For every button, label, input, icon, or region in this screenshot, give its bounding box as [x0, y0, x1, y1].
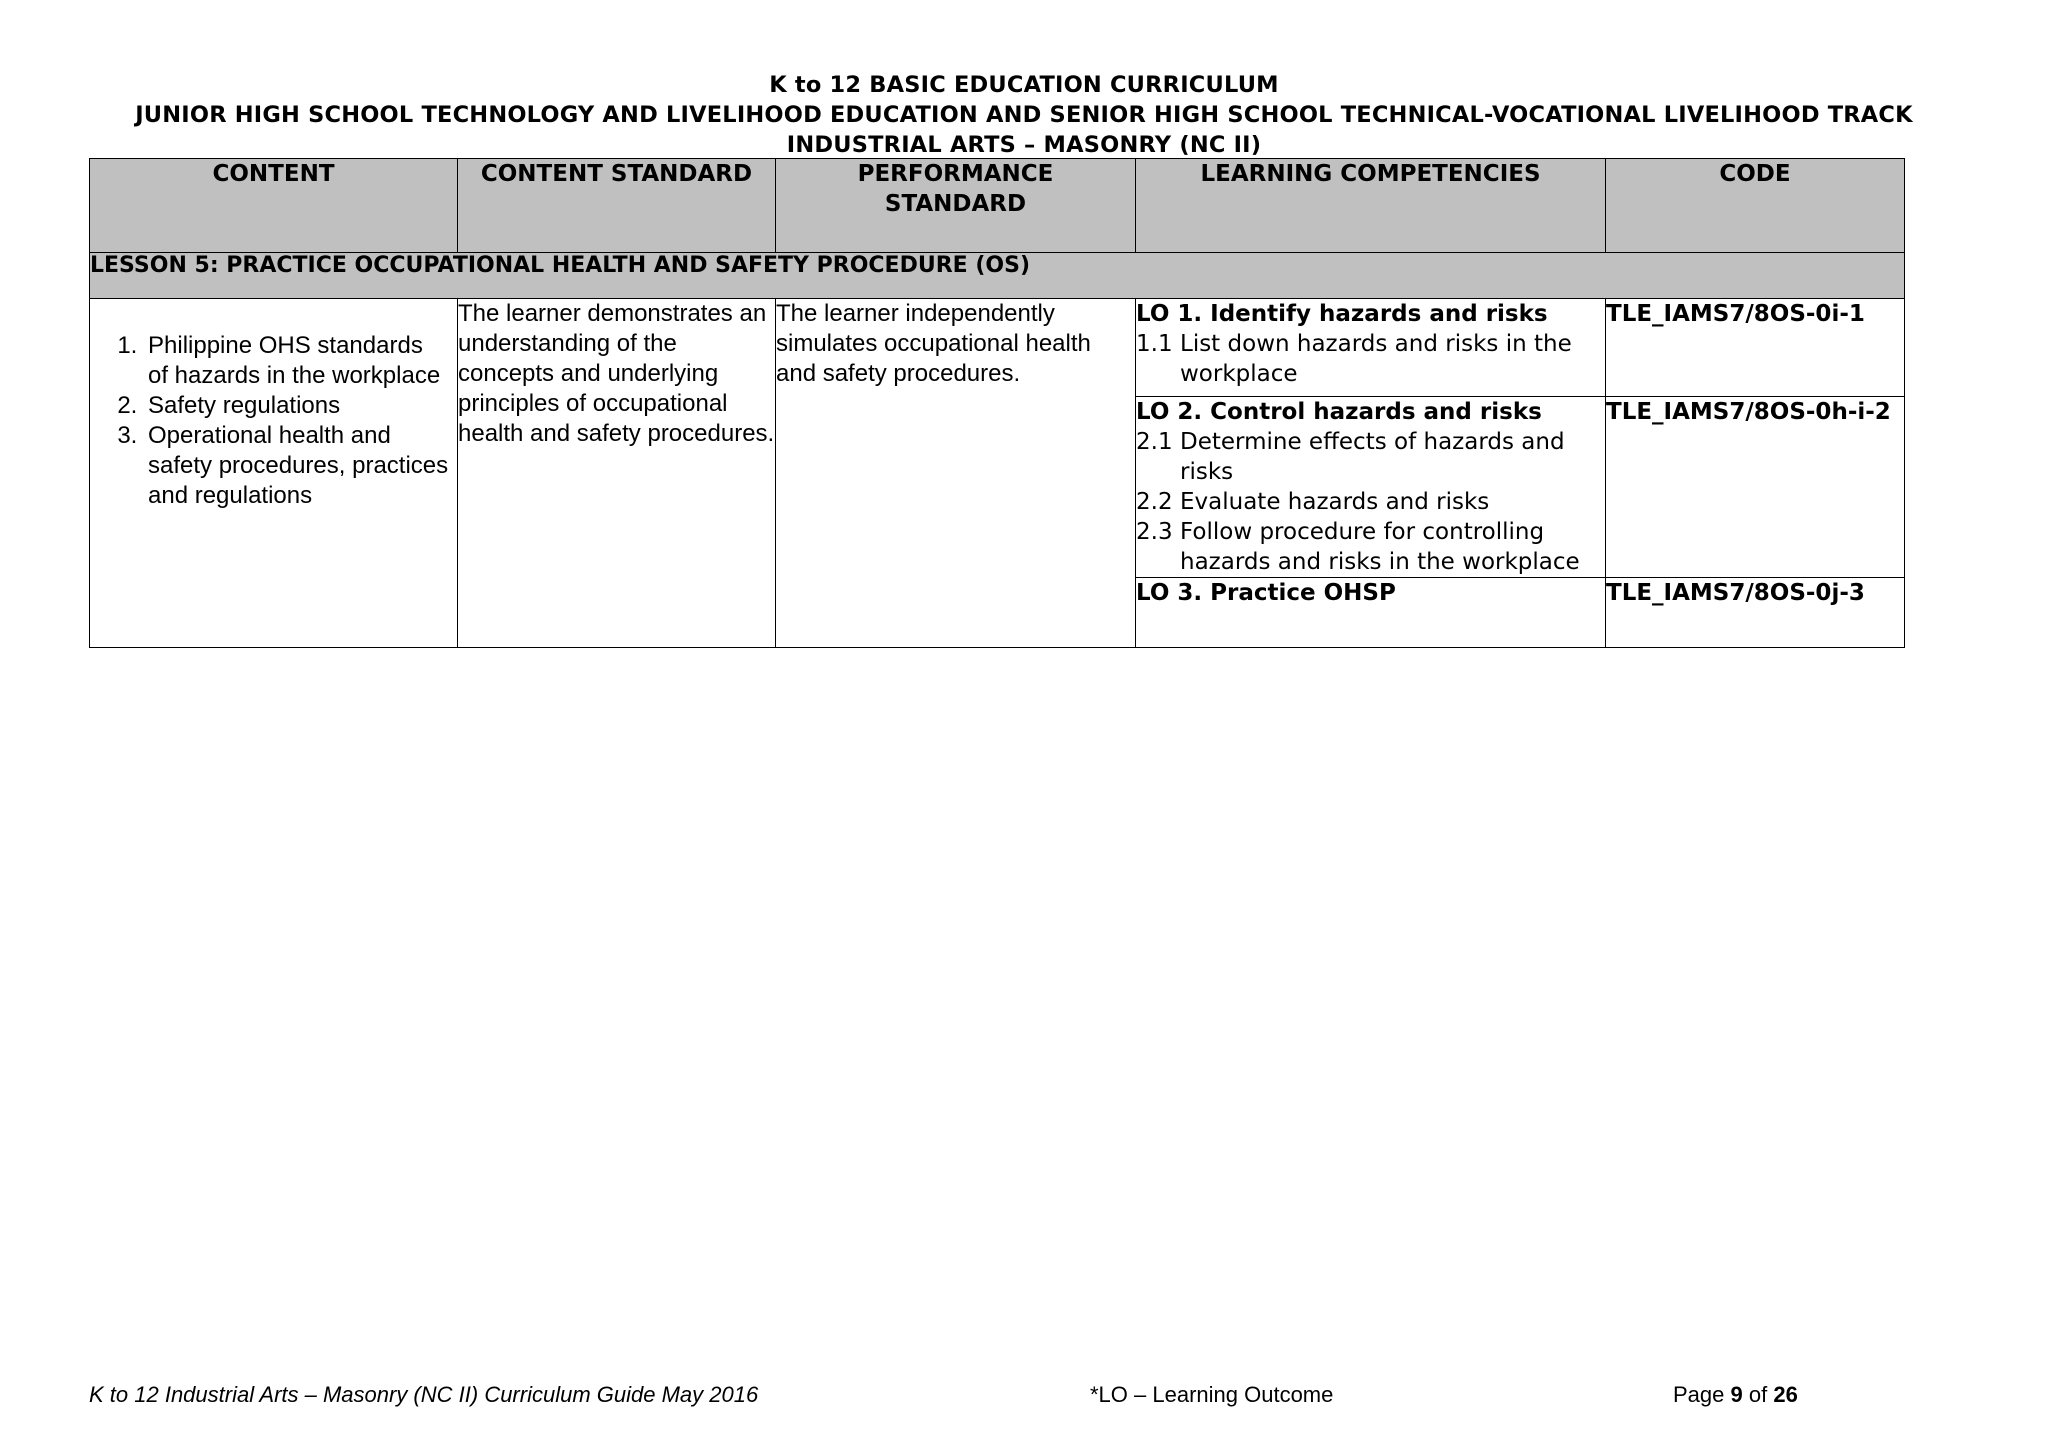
competency-number: 2.3: [1136, 519, 1173, 545]
content-cell: [90, 299, 458, 648]
competency-item: [1136, 517, 1605, 577]
program-title: JUNIOR HIGH SCHOOL TECHNOLOGY AND LIVELIHOOD EDUCATION AND SENIOR HIGH SCHOOL TECHNICAL-VOCATIONAL LIVELIHOOD TRACK: [135, 102, 1913, 128]
competency-item: [1136, 427, 1605, 487]
content-list: [90, 299, 457, 511]
content-item: 1. Philippine OHS standards of hazards in the workplace: [144, 331, 449, 391]
specialization-title: INDUSTRIAL ARTS – MASONRY (NC II): [786, 132, 1262, 158]
document-header: [0, 70, 2048, 160]
competency-item: [1136, 329, 1605, 389]
lo2-code: TLE_IAMS7/8OS-0h-i-2: [1606, 397, 1905, 578]
column-header-content: CONTENT: [90, 159, 458, 253]
lo1-row: [90, 299, 1905, 397]
lo3-code: TLE_IAMS7/8OS-0j-3: [1606, 578, 1905, 648]
lesson-row: [90, 253, 1905, 299]
curriculum-table: [89, 158, 1905, 648]
column-header-content-standard: CONTENT STANDARD: [458, 159, 776, 253]
competency-text: Determine effects of hazards and risks: [1180, 429, 1565, 485]
performance-standard-cell: The learner independently simulates occupational health and safety procedures.: [776, 299, 1136, 648]
lo3-cell: [1136, 578, 1606, 648]
competency-number: 2.1: [1136, 429, 1173, 455]
footer-page-number: [1673, 1382, 1798, 1408]
competency-text: List down hazards and risks in the workplace: [1180, 331, 1572, 387]
column-header-code: CODE: [1606, 159, 1905, 253]
column-header-performance-standard: [776, 159, 1136, 253]
column-header-learning-competencies: LEARNING COMPETENCIES: [1136, 159, 1606, 253]
header-row: [90, 159, 1905, 253]
lo1-title: LO 1. Identify hazards and risks: [1136, 301, 1548, 327]
lo3-title: LO 3. Practice OHSP: [1136, 580, 1396, 606]
content-item: 3. Operational health and safety procedures, practices and regulations: [144, 421, 449, 511]
page-total: 26: [1773, 1382, 1798, 1407]
competency-text: Follow procedure for controlling hazards and risks in the workplace: [1180, 519, 1580, 575]
content-item: 2. Safety regulations: [144, 391, 449, 421]
lesson-title: LESSON 5: PRACTICE OCCUPATIONAL HEALTH AND SAFETY PROCEDURE (OS): [90, 253, 1905, 299]
competency-text: Evaluate hazards and risks: [1180, 489, 1490, 515]
performance-standard-header-label: PERFORMANCE STANDARD: [857, 161, 1054, 217]
curriculum-title: K to 12 BASIC EDUCATION CURRICULUM: [769, 72, 1279, 98]
footer-lo-note: *LO – Learning Outcome: [1090, 1382, 1334, 1407]
competency-item: [1136, 487, 1605, 517]
page-of-label: of: [1748, 1382, 1768, 1407]
competency-number: 2.2: [1136, 489, 1173, 515]
footer-guide-title: K to 12 Industrial Arts – Masonry (NC II) Curriculum Guide May 2016: [89, 1382, 759, 1407]
page-current: 9: [1730, 1382, 1743, 1407]
lo1-code: TLE_IAMS7/8OS-0i-1: [1606, 299, 1905, 397]
page-label: Page: [1673, 1382, 1725, 1407]
lo1-cell: [1136, 299, 1606, 397]
lo2-cell: [1136, 397, 1606, 578]
competency-number: 1.1: [1136, 331, 1173, 357]
content-standard-cell: The learner demonstrates an understanding of the concepts and underlying principles of occupational health and safety procedures.: [458, 299, 776, 648]
lo2-title: LO 2. Control hazards and risks: [1136, 399, 1542, 425]
